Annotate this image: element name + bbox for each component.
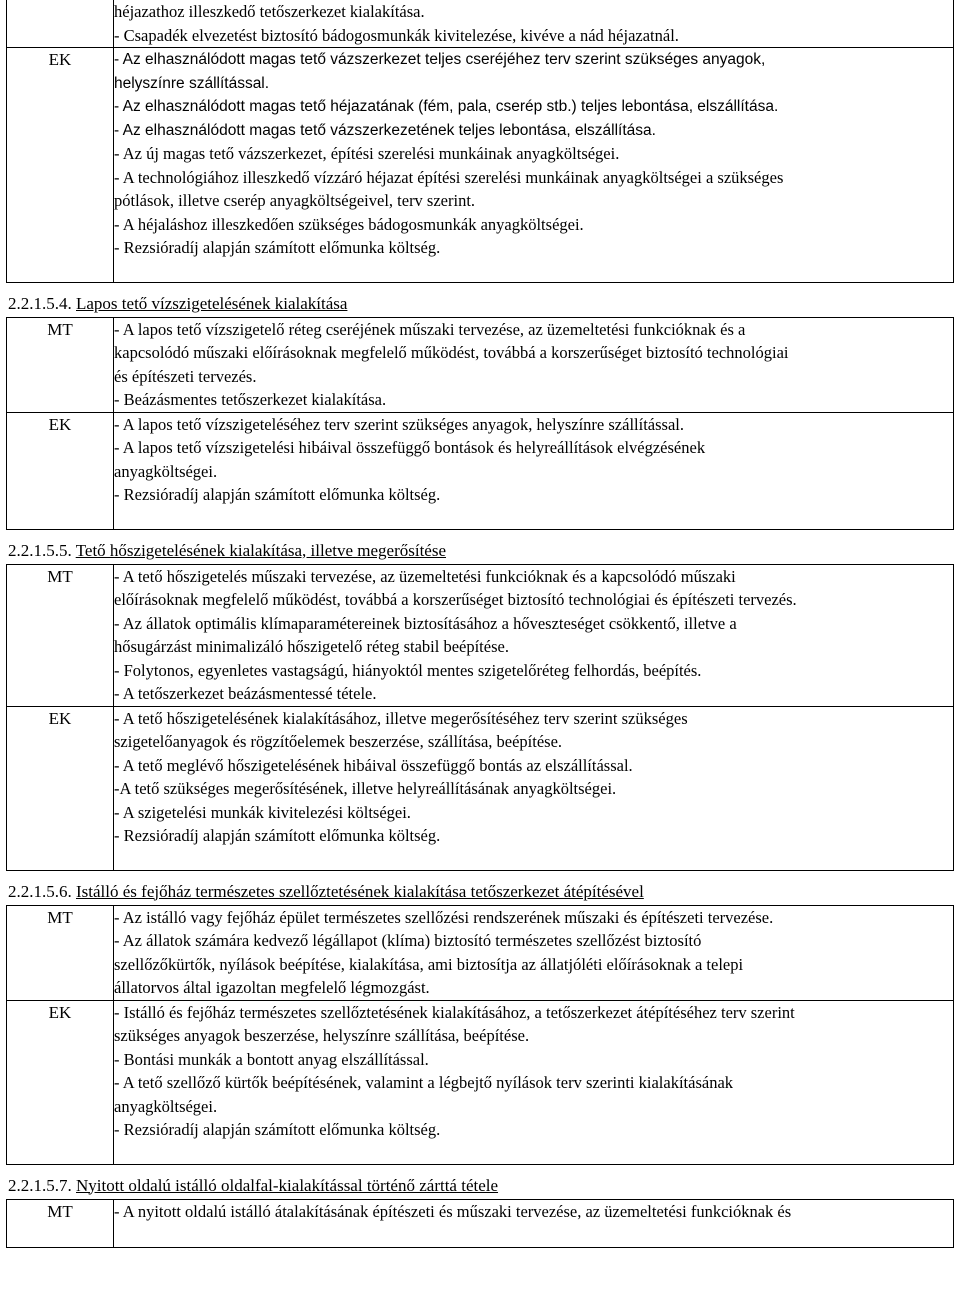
table-row (7, 905, 954, 1000)
text-line: - Bontási munkák a bontott anyag elszállítással. (114, 1049, 429, 1069)
text-line: és építészeti tervezés. (114, 366, 257, 386)
section-heading (6, 1175, 954, 1199)
text-line: héjazathoz illeszkedő tetőszerkezet kialakítása. (114, 2, 425, 21)
text-line: - A tető meglévő hőszigetelésének hibáival összefüggő bontás az elszállítással. (114, 755, 633, 775)
text-line: - Az állatok optimális klímaparamétereinek biztosításához a hőveszteséget csökkentő, illetve a (114, 613, 737, 633)
text-line: - Az állatok számára kedvező légállapot (klíma) biztosító természetes szellőzést biztosító (114, 931, 702, 950)
section-title: Nyitott oldalú istálló oldalfal-kialakítással történő zárttá tétele (76, 1175, 499, 1195)
row-content (114, 706, 954, 870)
row-content (114, 412, 954, 529)
text-line: pótlások, illetve cserép anyagköltségeivel, terv szerint. (114, 191, 476, 210)
row-label: MT (7, 317, 114, 412)
text-line: - A lapos tető vízszigetelési hibáival összefüggő bontások és helyreállítások elvégzésének (114, 438, 706, 457)
text-line: - A lapos tető vízszigeteléséhez terv szerint szükséges anyagok, helyszínre szállítással. (114, 414, 684, 434)
requirements-table-continued (6, 0, 954, 283)
section-number: 2.2.1.5.7. (8, 1175, 72, 1195)
text-line: - Beázásmentes tetőszerkezet kialakítása. (114, 390, 387, 409)
row-content (114, 0, 954, 48)
row-label: EK (7, 1000, 114, 1164)
text-line: - Istálló és fejőház természetes szellőztetésének kialakításához, a tetőszerkezet átépítéséhez terv szerint (114, 1002, 795, 1022)
text-line: - A tetőszerkezet beázásmentessé tétele. (114, 684, 377, 703)
text-line: állatorvos által igazoltan megfelelő légmozgást. (114, 978, 430, 997)
text-line: - A tető szellőző kürtők beépítésének, valamint a légbejtő nyílások terv szerinti kialakításának (114, 1073, 734, 1092)
text-line: szükséges anyagok beszerzése, helyszínre szállítása, beépítése. (114, 1026, 530, 1045)
row-content (114, 317, 954, 412)
section-title: Istálló és fejőház természetes szellőztetésének kialakítása tetőszerkezet átépítésével (76, 881, 644, 901)
table-row (7, 1199, 954, 1247)
row-content (114, 1199, 954, 1247)
document-page (6, 0, 954, 1248)
text-line: - A technológiához illeszkedő vízzáró héjazat építési szerelési munkáinak anyagköltségei a szükséges (114, 167, 784, 187)
table-row (7, 0, 954, 48)
row-label (7, 0, 114, 48)
text-line: anyagköltségei. (114, 1096, 218, 1116)
text-line: - Folytonos, egyenletes vastagságú, hiányoktól mentes szigetelőréteg felhordás, beépítés. (114, 660, 702, 680)
text-line: - A tető hőszigetelésének kialakításához, illetve megerősítéséhez terv szerint szükséges (114, 708, 688, 728)
requirements-table (6, 564, 954, 871)
text-line: - A szigetelési munkák kivitelezési költségei. (114, 802, 411, 822)
section-heading (6, 293, 954, 317)
row-label: MT (7, 905, 114, 1000)
section-heading (6, 540, 954, 564)
table-row (7, 1000, 954, 1164)
section-title: Lapos tető vízszigetelésének kialakítása (76, 293, 348, 313)
text-line: előírásoknak megfelelő működést, továbbá a korszerűséget biztosító technológiai és építészeti tervezés. (114, 590, 797, 609)
requirements-table (6, 317, 954, 530)
row-label: EK (7, 706, 114, 870)
section-number: 2.2.1.5.6. (8, 881, 72, 901)
text-line: - A nyitott oldalú istálló átalakításának építészeti és műszaki tervezése, az üzemeltetési funkcióknak és (114, 1201, 792, 1221)
row-content (114, 905, 954, 1000)
row-label: EK (7, 412, 114, 529)
row-label: MT (7, 564, 114, 706)
text-line: anyagköltségei. (114, 461, 218, 481)
text-line: - A héjaláshoz illeszkedően szükséges bádogosmunkák anyagköltségei. (114, 214, 584, 234)
section-number: 2.2.1.5.5. (8, 540, 72, 560)
text-line: - Rezsióradíj alapján számított előmunka költség. (114, 485, 441, 504)
table-row (7, 317, 954, 412)
table-row (7, 706, 954, 870)
row-content (114, 564, 954, 706)
section-title: Tető hőszigetelésének kialakítása, illetve megerősítése (75, 540, 447, 560)
text-line: - Rezsióradíj alapján számított előmunka költség. (114, 826, 441, 845)
section-number: 2.2.1.5.4. (8, 293, 72, 313)
text-line: kapcsolódó műszaki előírásoknak megfelelő működést, továbbá a korszerűséget biztosító technológiai (114, 343, 789, 362)
text-line: hősugárzást minimalizáló hőszigetelő réteg stabil beépítése. (114, 637, 509, 656)
text-line: - Az elhasználódott magas tető vázszerkezetének teljes lebontása, elszállítása. (114, 121, 656, 139)
text-line: - Az új magas tető vázszerkezet, építési szerelési munkáinak anyagköltségei. (114, 144, 620, 163)
text-line: - Rezsióradíj alapján számított előmunka költség. (114, 238, 441, 257)
table-row (7, 48, 954, 283)
text-line: - Az istálló vagy fejőház épület természetes szellőzési rendszerének műszaki és építészeti tervezése. (114, 907, 774, 927)
table-row (7, 412, 954, 529)
row-content (114, 48, 954, 283)
row-content (114, 1000, 954, 1164)
table-row (7, 564, 954, 706)
text-line: - A lapos tető vízszigetelő réteg cseréjének műszaki tervezése, az üzemeltetési funkcióknak és a (114, 319, 746, 339)
row-label: EK (7, 48, 114, 283)
row-label: MT (7, 1199, 114, 1247)
text-line: - Csapadék elvezetést biztosító bádogosmunkák kivitelezése, kivéve a nád héjazatnál. (114, 25, 679, 45)
section-heading (6, 881, 954, 905)
requirements-table (6, 905, 954, 1165)
text-line: szigetelőanyagok és rögzítőelemek beszerzése, szállítása, beépítése. (114, 732, 563, 751)
requirements-table (6, 1199, 954, 1248)
text-line: - Az elhasználódott magas tető vázszerkezet teljes cseréjéhez terv szerint szükséges anyagok, (114, 51, 766, 68)
text-line: szellőzőkürtők, nyílások beépítése, kialakítása, ami biztosítja az állatjóléti előírásoknak a telepi (114, 954, 744, 974)
text-line: - Rezsióradíj alapján számított előmunka költség. (114, 1120, 441, 1139)
text-line: - A tető hőszigetelés műszaki tervezése, az üzemeltetési funkcióknak és a kapcsolódó műszaki (114, 566, 736, 586)
text-line: helyszínre szállítással. (114, 74, 270, 92)
text-line: -A tető szükséges megerősítésének, illetve helyreállításának anyagköltségei. (114, 779, 617, 798)
text-line (114, 1223, 953, 1247)
text-line: - Az elhasználódott magas tető héjazatának (fém, pala, cserép stb.) teljes lebontása, elszállítása. (114, 98, 779, 115)
